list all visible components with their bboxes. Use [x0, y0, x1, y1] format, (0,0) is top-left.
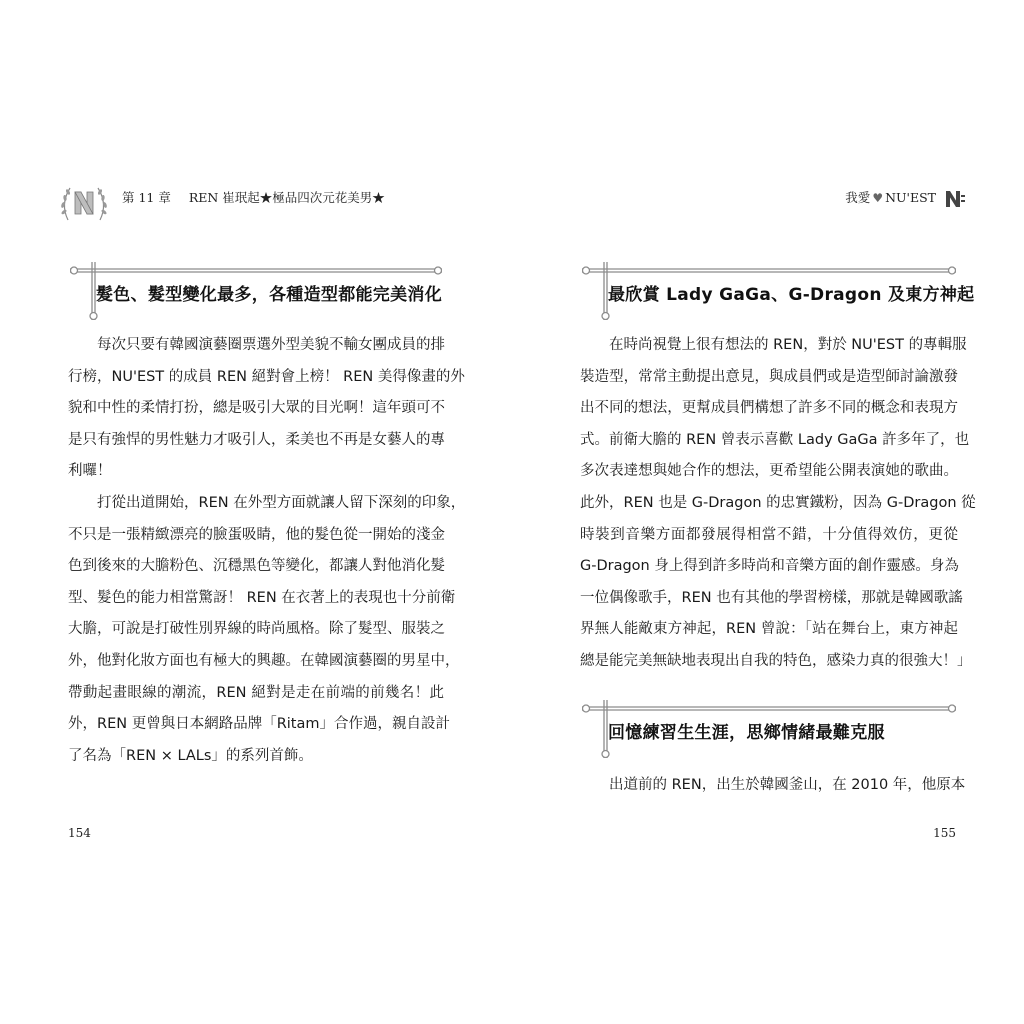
text-line: 外，REN 更曾與日本網路品牌「Ritam」合作過，親自設計: [68, 716, 450, 733]
running-head-left: [122, 188, 385, 206]
text-line: 行榜，NU'EST 的成員 REN 絕對會上榜！ REN 美得像畫的外: [68, 368, 465, 385]
body-text-right-1: [580, 330, 976, 678]
text-line: 外，他對化妝方面也有極大的興趣。在韓國演藝圈的男星中，: [68, 652, 460, 669]
section-title: 回憶練習生生涯，思鄉情緒最難克服: [608, 723, 885, 743]
body-text-left: [68, 330, 466, 772]
text-line: 此外，REN 也是 G-Dragon 的忠實鐵粉，因為 G-Dragon 從: [580, 494, 976, 511]
text-line: 利囉！: [68, 463, 112, 480]
text-line: 總是能完美無缺地表現出自我的特色，感染力真的很強大！」: [580, 652, 972, 669]
text-line: 出不同的想法，更幫成員們構想了許多不同的概念和表現方: [580, 400, 958, 417]
section-header-box: [582, 700, 956, 758]
chapter-title: REN 崔珉起★極品四次元花美男★: [188, 190, 385, 205]
page-number: 155: [933, 826, 956, 840]
text-line: 式。前衛大膽的 REN 曾表示喜歡 Lady GaGa 許多年了，也: [580, 431, 970, 448]
nuest-logo-icon: [944, 189, 966, 209]
chapter-number: 第 11 章: [122, 190, 171, 205]
text-line: 是只有強悍的男性魅力才吸引人，柔美也不再是女藝人的專: [68, 431, 445, 448]
nuest-wreath-logo-icon: [58, 180, 110, 226]
text-line: 大膽，可說是打破性別界線的時尚風格。除了髮型、服裝之: [68, 621, 445, 638]
text-line: 裝造型，常常主動提出意見，與成員們或是造型師討論激發: [580, 368, 958, 385]
right-page: [512, 0, 1024, 1024]
section-header-box: [582, 262, 975, 320]
body-text-right-2: [580, 770, 966, 802]
section-title: 髮色、髮型變化最多，各種造型都能完美消化: [96, 285, 442, 305]
text-line: 帶動起畫眼線的潮流，REN 絕對是走在前端的前幾名！此: [68, 684, 444, 701]
book-title: 我愛: [845, 190, 871, 205]
running-head-right: [845, 188, 966, 209]
text-line: 多次表達想與她合作的想法，更希望能公開表演她的歌曲。: [580, 463, 958, 480]
text-line: G-Dragon 身上得到許多時尚和音樂方面的創作靈感。身為: [580, 558, 959, 575]
band-name: NU'EST: [885, 190, 937, 205]
text-line: 在時尚視覺上很有想法的 REN，對於 NU'EST 的專輯服: [609, 337, 967, 353]
text-line: 界無人能敵東方神起，REN 曾說：「站在舞台上，東方神起: [580, 621, 958, 638]
text-line: 貌和中性的柔情打扮，總是吸引大眾的目光啊！這年頭可不: [68, 400, 445, 417]
text-line: 一位偶像歌手，REN 也有其他的學習榜樣，那就是韓國歌謠: [580, 589, 963, 606]
text-line: 打從出道開始，REN 在外型方面就讓人留下深刻的印象，: [97, 494, 466, 511]
text-line: 每次只要有韓國演藝圈票選外型美貌不輸女團成員的排: [97, 337, 445, 353]
text-line: 時裝到音樂方面都發展得相當不錯，十分值得效仿，更從: [580, 526, 958, 543]
section-header-box: [70, 262, 442, 320]
text-line: 型、髮色的能力相當驚訝！ REN 在衣著上的表現也十分前衛: [68, 589, 456, 606]
text-line: 了名為「REN × LALs」的系列首飾。: [68, 747, 313, 764]
section-title: 最欣賞 Lady GaGa、G-Dragon 及東方神起: [608, 285, 975, 305]
text-line: 不只是一張精緻漂亮的臉蛋吸睛，他的髮色從一開始的淺金: [68, 526, 445, 543]
page-number: 154: [68, 826, 91, 840]
text-line: 出道前的 REN，出生於韓國釜山，在 2010 年，他原本: [609, 777, 966, 793]
heart-icon: ♥: [872, 191, 884, 205]
text-line: 色到後來的大膽粉色、沉穩黑色等變化，都讓人對他消化髮: [68, 558, 445, 575]
